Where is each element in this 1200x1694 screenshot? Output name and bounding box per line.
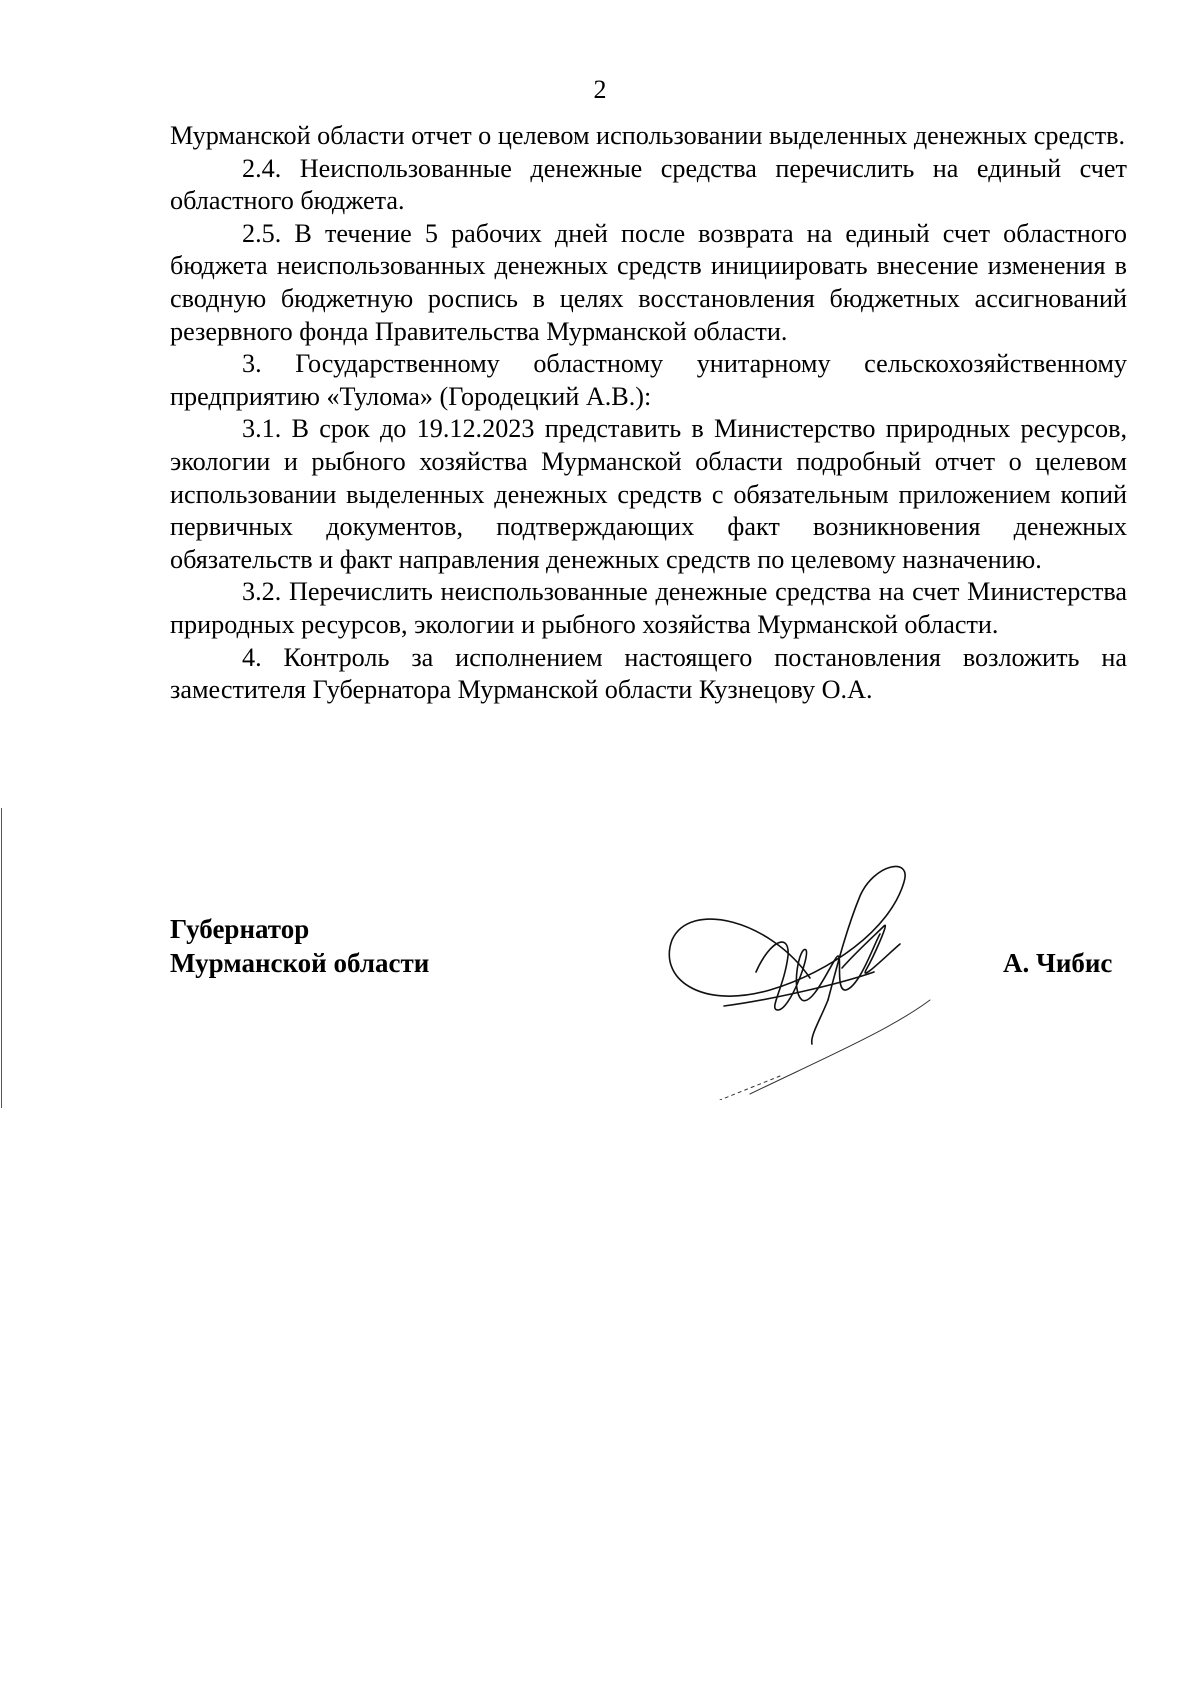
document-body [170,120,1127,707]
paragraph-3-2: 3.2. Перечислить неиспользованные денежные средства на счет Министерства природных ресурсов, экологии и рыбного хозяйства Мурманской области. [170,577,1127,639]
handwritten-signature [660,860,960,1100]
signatory-title-line1: Губернатор [170,914,310,944]
paragraph-2-4: 2.4. Неиспользованные денежные средства перечислить на единый счет областного бюджета. [170,153,1127,216]
paragraph-2-5: 2.5. В течение 5 рабочих дней после возврата на единый счет областного бюджета неиспользованных денежных средств инициировать внесение изменения в сводную бюджетную роспись в целях восстановления бюджетных ассигнований резервного фонда Правительства Мурманской области. [170,218,1127,346]
signatory-title-line2: Мурманской области [170,948,430,978]
paragraph-4: 4. Контроль за исполнением настоящего постановления возложить на заместителя Губернатора Мурманской области Кузнецову О.А. [170,642,1127,705]
signatory-title [170,912,429,980]
page-number: 2 [593,75,607,104]
paragraph-3-1: 3.1. В срок до 19.12.2023 представить в Министерство природных ресурсов, экологии и рыбного хозяйства Мурманской области подробный отчет о целевом использовании выделенных денежных средств с обязательным приложением копий первичных документов, подтверждающих факт возникновения денежных обязательств и факт направления денежных средств по целевому назначению. [170,414,1127,574]
paragraph-3: 3. Государственному областному унитарному сельскохозяйственному предприятию «Тулома» (Городецкий А.В.): [170,349,1127,411]
scan-margin-line [1,808,2,1108]
signatory-name: А. Чибис [1003,948,1113,978]
paragraph-continuation: Мурманской области отчет о целевом использовании выделенных денежных средств. [170,121,1126,150]
